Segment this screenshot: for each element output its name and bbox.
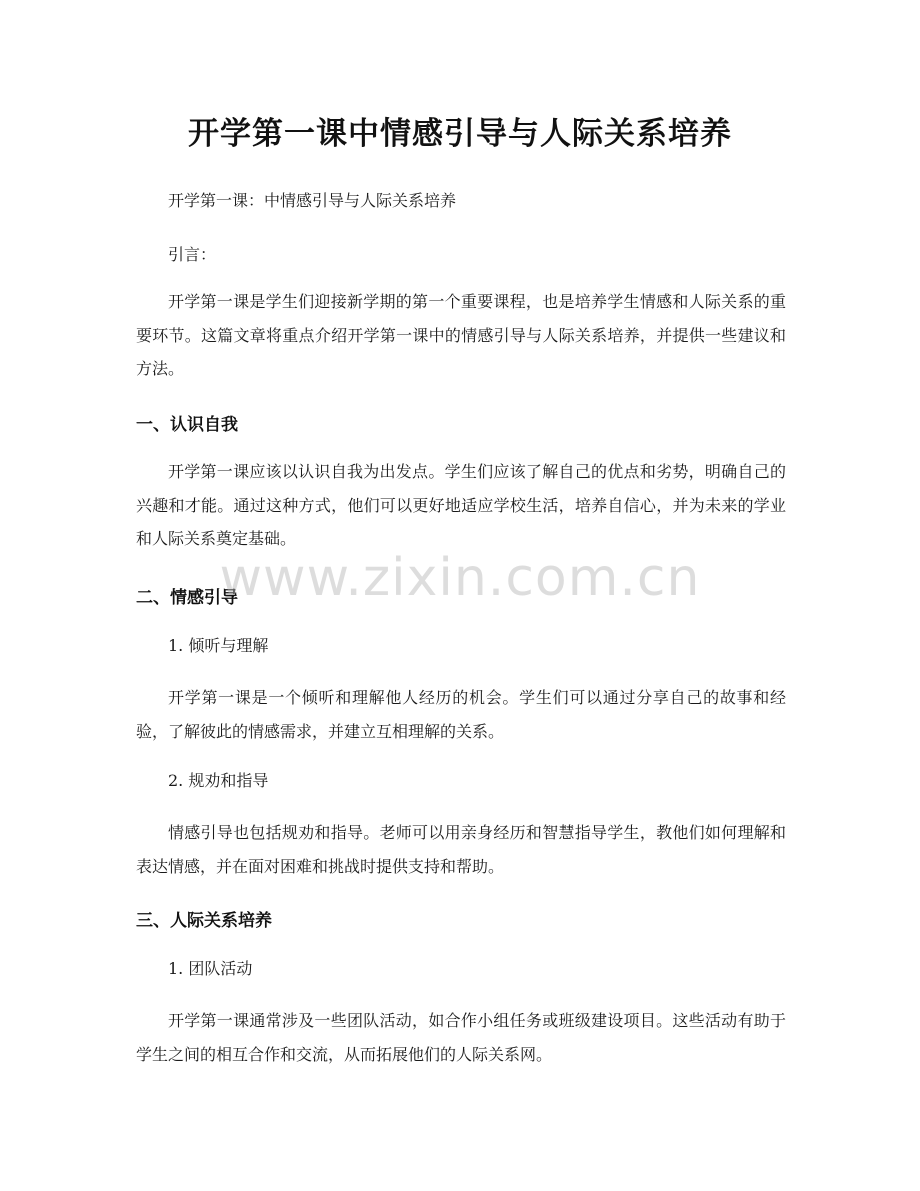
intro-label: 引言： [168, 245, 217, 264]
watermark-text: www.zixin.com.cn [219, 548, 701, 608]
subsection-paragraph-listening: 开学第一课是一个倾听和理解他人经历的机会。学生们可以通过分享自己的故事和经验，了解彼此的情感需求，并建立互相理解的关系。 [136, 688, 786, 741]
subsection-label-team-activities: 1. 团队活动 [168, 959, 253, 978]
section-heading-self-awareness: 一、认识自我 [136, 415, 238, 435]
section-heading-relationships: 三、人际关系培养 [136, 911, 272, 931]
section-heading-emotional-guidance: 二、情感引导 [136, 588, 238, 608]
subsection-paragraph-guidance: 情感引导也包括规劝和指导。老师可以用亲身经历和智慧指导学生，教他们如何理解和表达情感，并在面对困难和挑战时提供支持和帮助。 [136, 823, 786, 876]
subsection-paragraph-team-activities: 开学第一课通常涉及一些团队活动，如合作小组任务或班级建设项目。这些活动有助于学生之间的相互合作和交流，从而拓展他们的人际关系网。 [136, 1011, 786, 1064]
section-paragraph-self-awareness: 开学第一课应该以认识自我为出发点。学生们应该了解自己的优点和劣势，明确自己的兴趣和才能。通过这种方式，他们可以更好地适应学校生活，培养自信心，并为未来的学业和人际关系奠定基础。 [136, 462, 786, 548]
subsection-label-guidance: 2. 规劝和指导 [168, 771, 269, 790]
subsection-label-listening: 1. 倾听与理解 [168, 636, 269, 655]
document-subtitle: 开学第一课：中情感引导与人际关系培养 [168, 191, 457, 210]
intro-paragraph: 开学第一课是学生们迎接新学期的第一个重要课程，也是培养学生情感和人际关系的重要环节。这篇文章将重点介绍开学第一课中的情感引导与人际关系培养，并提供一些建议和方法。 [136, 292, 786, 378]
document-title: 开学第一课中情感引导与人际关系培养 [188, 116, 732, 152]
